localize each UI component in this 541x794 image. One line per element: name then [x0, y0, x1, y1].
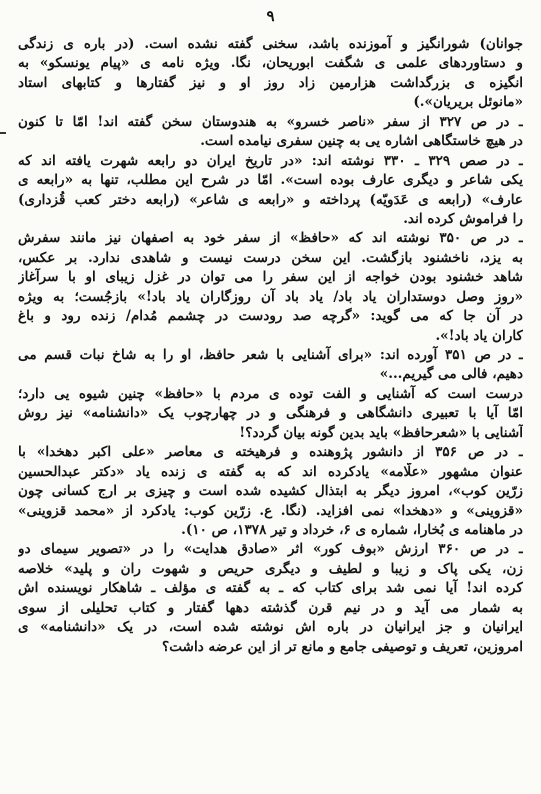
text-line: را فراموش کرده اند. — [403, 210, 523, 227]
text-line: به شمار می آید و در نیم قرن گذشته دهها گفتار و کتاب تحلیلی از سوی — [18, 599, 523, 616]
text-line: زرّین کوب»، امروز دیگر به ابتذال کشیده شده است و چیزی بر ارج کسانی چون — [18, 483, 523, 500]
text-line: ـ در صص ۳۲۹ ـ ۳۳۰ نوشته اند: «در تاریخ ایران دو رابعه شهرت یافته اند که — [18, 152, 523, 169]
text-line: ـ در ص ۳۵۱ آورده اند: «برای آشنایی با شعر حافظ، او را به شاخ نبات قسم می — [18, 347, 523, 363]
text-line: «قزوینی» و «دهخدا» نمی افزاید. (نگا. ع. زرّین کوب: یادکرد از «محمد قزوینی» — [18, 502, 523, 519]
text-line: انگیزه ی بزرگداشت هزارمین زاد روز او و نیز گفتارها و کتابهای استاد — [18, 74, 523, 91]
text-line: ایرانیان و جز ایرانیان در باره اش نوشته شده است، در یک «دانشنامه» ی — [18, 619, 523, 636]
text-line: به یزد، ناخشنود بازگشت. این سخن درست نیست و شاهدی ندارد. بر عکس، — [18, 249, 523, 266]
text-line: در هیچ خاستگاهی اشاره یی به چنین سفری نیامده است. — [200, 133, 523, 150]
text-line: «مانوئل بریریان».) — [413, 94, 523, 111]
text-line: ـ در ص ۳۵۶ از دانشور پژوهنده و فرهیخته ی معاصر «علی اکبر دهخدا» با — [18, 444, 523, 461]
text-line: زن، یکی پاک و زیبا و لطیف و دیگری حریص و شهوت ران و پلید» خلاصه — [18, 560, 523, 577]
text-line: شاهد خشنود بودن خواجه از این سفر را می توان در غزل زیبای او با سرآغاز — [18, 269, 523, 286]
text-line: کاران یاد باد!». — [435, 327, 523, 344]
text-line: امروزین، تعریف و توصیفی جامع و مانع تر از این عرضه داشت؟ — [161, 638, 523, 655]
text-line: «روز وصل دوستداران یاد باد/ یاد باد آن روزگاران یاد باد!» بازجُست؛ به ویژه — [18, 288, 523, 305]
text-line: عارف» (رابعه ی عَدَویّه) پرداخته و «رابعه ی شاعر» (رابعه دختر کعب قُزداری) — [18, 191, 523, 208]
text-line: ـ در ص ۳۵۰ نوشته اند که «حافظ» از سفر خود به اصفهان نیز مانند سفرش — [18, 230, 523, 247]
text-line: در ماهنامه ی بُخارا، شماره ی ۶، خرداد و تیر ۱۳۷۸، ص ۱۰). — [181, 521, 523, 538]
margin-mark — [0, 132, 6, 134]
text-line: امّا آیا با تعبیری دانشگاهی و فرهنگی و در چهارچوب یک «دانشنامه» نیز روش — [18, 405, 523, 422]
text-line: آشنایی با «شعرحافظ» باید بدین گونه بیان گردد؟! — [239, 424, 523, 441]
body-text — [18, 35, 523, 657]
text-line: کرده اند! آیا نمی شد برای کتاب که ـ به گفته ی مؤلف ـ شاهکار نویسنده اش — [18, 580, 523, 597]
page-number: ۹ — [266, 7, 275, 25]
text-line: در آن جا که می گوید: «گرچه صد رودست در چشمم مُدام/ زنده رود و باغ — [18, 308, 523, 325]
text-line: عنوان مشهور «علّامه» یادکرده اند که به گفته ی زنده یاد «دکتر عبدالحسین — [18, 463, 523, 480]
text-line: جوانان) شورانگیز و آموزنده باشد، سخنی گفته نشده است. (در باره ی زندگی — [18, 36, 523, 52]
text-line: دهیم، فالی می گیریم...» — [379, 366, 523, 383]
text-line: ـ در ص ۳۶۰ ارزش «بوف کور» اثر «صادق هدایت» را در «تصویر سیمای دو — [18, 541, 523, 558]
text-line: یکی شاعر و دیگری عارف بوده است». امّا در شرح این مطلب، تنها به «رابعه ی — [18, 172, 523, 189]
text-line: ـ در ص ۳۲۷ از سفر «ناصر خسرو» به هندوستان سخن گفته اند! امّا تا کنون — [18, 113, 523, 130]
text-line: درست است که آشنایی و الفت توده ی مردم با «حافظ» چنین شیوه یی دارد؛ — [18, 385, 523, 402]
text-line: و دستاوردهای علمی ی شگفت ابوریحان، نگا. ویژه نامه ی «پیام یونسکو» به — [18, 55, 523, 72]
